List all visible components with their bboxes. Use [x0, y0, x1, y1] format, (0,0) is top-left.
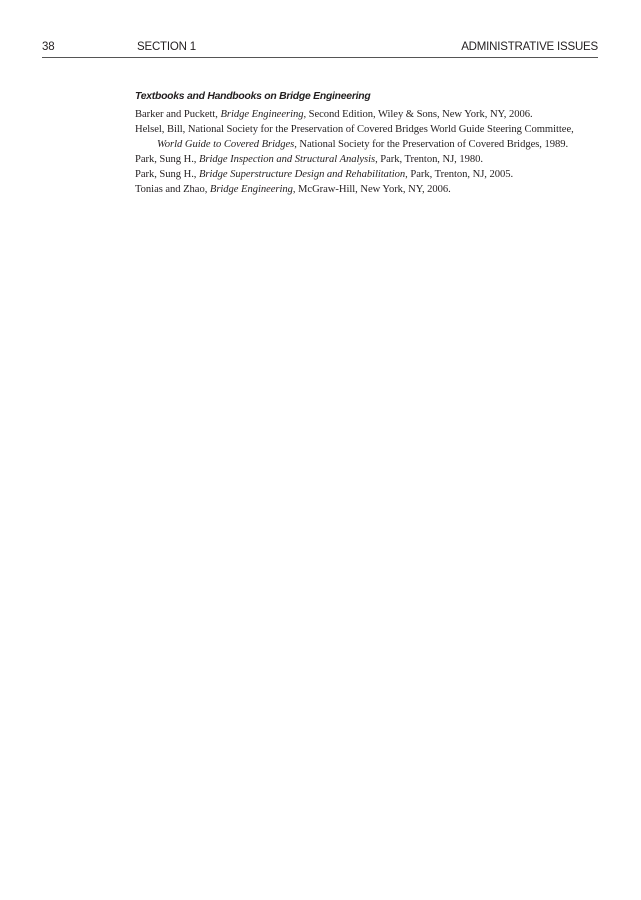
- reference-entry: [135, 122, 601, 152]
- reference-entry: [135, 167, 601, 182]
- reference-entry: [135, 152, 601, 167]
- section-label: SECTION 1: [137, 41, 196, 53]
- reference-entry: [135, 182, 601, 197]
- reference-details: , Park, Trenton, NJ, 1980.: [375, 154, 483, 165]
- reference-authors: Helsel, Bill, National Society for the Preservation of Covered Bridges World Guide Steering Committee,: [135, 124, 574, 135]
- reference-authors: Tonias and Zhao,: [135, 184, 210, 195]
- section-heading: Textbooks and Handbooks on Bridge Engineering: [135, 91, 371, 102]
- chapter-title: ADMINISTRATIVE ISSUES: [461, 41, 598, 53]
- reference-details: , Park, Trenton, NJ, 2005.: [405, 169, 514, 180]
- reference-title: World Guide to Covered Bridges: [157, 139, 295, 150]
- reference-details: , McGraw-Hill, New York, NY, 2006.: [292, 184, 451, 195]
- reference-title: Bridge Inspection and Structural Analysis: [199, 154, 376, 165]
- reference-section: [135, 90, 601, 197]
- reference-authors: Barker and Puckett,: [135, 109, 221, 120]
- reference-authors: Park, Sung H.,: [135, 169, 199, 180]
- reference-title: Bridge Superstructure Design and Rehabilitation: [199, 169, 406, 180]
- page-number: 38: [42, 41, 55, 53]
- reference-details: , National Society for the Preservation of Covered Bridges, 1989.: [294, 139, 569, 150]
- reference-authors: Park, Sung H.,: [135, 154, 199, 165]
- running-header: [42, 40, 598, 58]
- reference-title: Bridge Engineering: [220, 109, 304, 120]
- reference-entry: [135, 107, 601, 122]
- reference-title: Bridge Engineering: [209, 184, 293, 195]
- reference-details: , Second Edition, Wiley & Sons, New York, NY, 2006.: [303, 109, 533, 120]
